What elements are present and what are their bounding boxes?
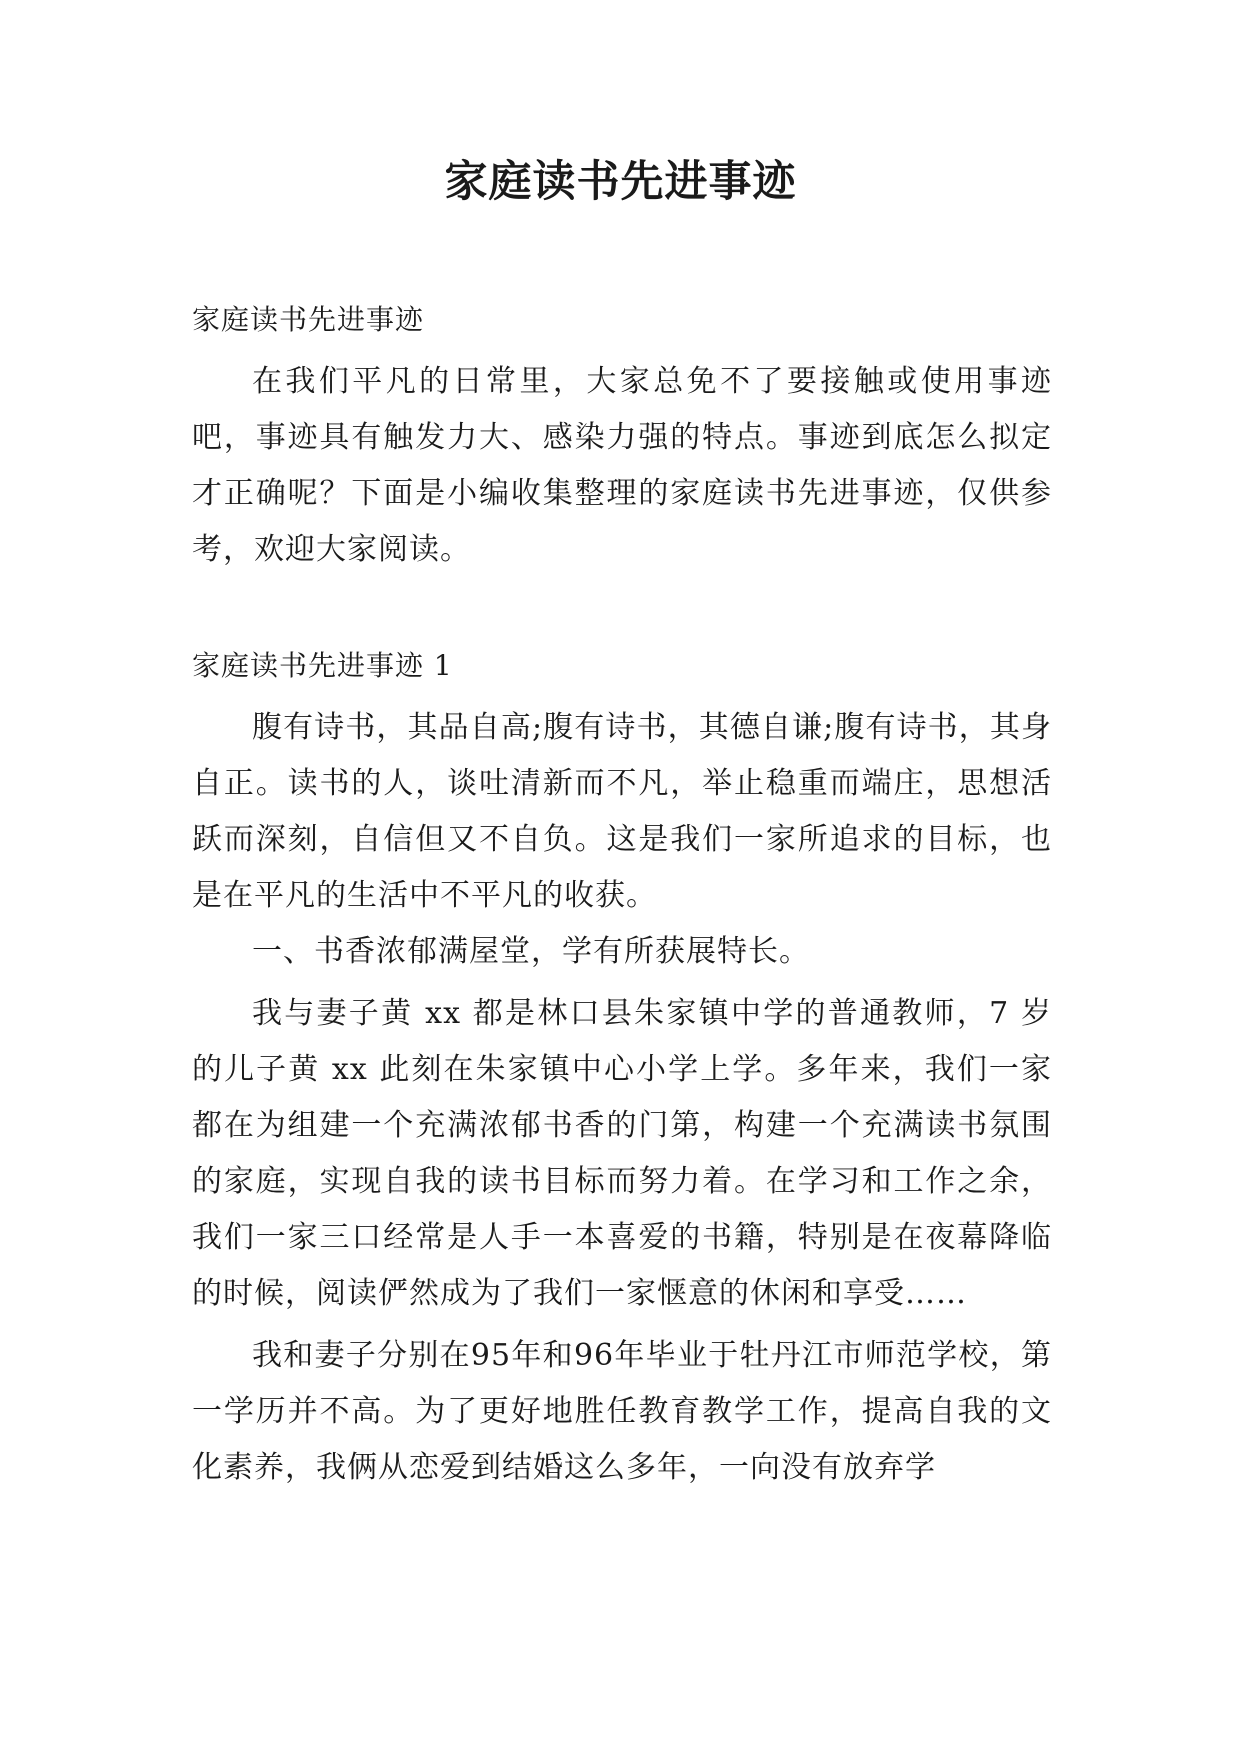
intro-paragraph: 在我们平凡的日常里，大家总免不了要接触或使用事迹吧，事迹具有触发力大、感染力强的特点。事迹到底怎么拟定才正确呢？下面是小编收集整理的家庭读书先进事迹，仅供参考，欢迎大家阅读。 <box>192 364 1052 567</box>
subsection-heading: 一、书香浓郁满屋堂，学有所获展特长。 <box>252 934 810 969</box>
document-body <box>192 292 1052 1496</box>
document-subtitle: 家庭读书先进事迹 <box>192 303 425 336</box>
body-paragraph: 我和妻子分别在95年和96年毕业于牡丹江市师范学校，第一学历并不高。为了更好地胜任教育教学工作，提高自我的文化素养，我俩从恋爱到结婚这么多年，一向没有放弃学 <box>192 1338 1052 1485</box>
body-paragraph: 我与妻子黄 xx 都是林口县朱家镇中学的普通教师，7 岁的儿子黄 xx 此刻在朱家镇中心小学上学。多年来，我们一家都在为组建一个充满浓郁书香的门第，构建一个充满读书氛围的家庭，实现自我的读书目标而努力着。在学习和工作之余，我们一家三口经常是人手一本喜爱的书籍，特别是在夜幕降临的时候，阅读俨然成为了我们一家惬意的休闲和享受…… <box>192 996 1052 1311</box>
section-heading: 家庭读书先进事迹 1 <box>192 649 453 682</box>
document-title: 家庭读书先进事迹 <box>444 157 797 207</box>
body-paragraph: 腹有诗书，其品自高;腹有诗书，其德自谦;腹有诗书，其身自正。读书的人，谈吐清新而不凡，举止稳重而端庄，思想活跃而深刻，自信但又不自负。这是我们一家所追求的目标，也是在平凡的生活中不平凡的收获。 <box>192 710 1052 913</box>
